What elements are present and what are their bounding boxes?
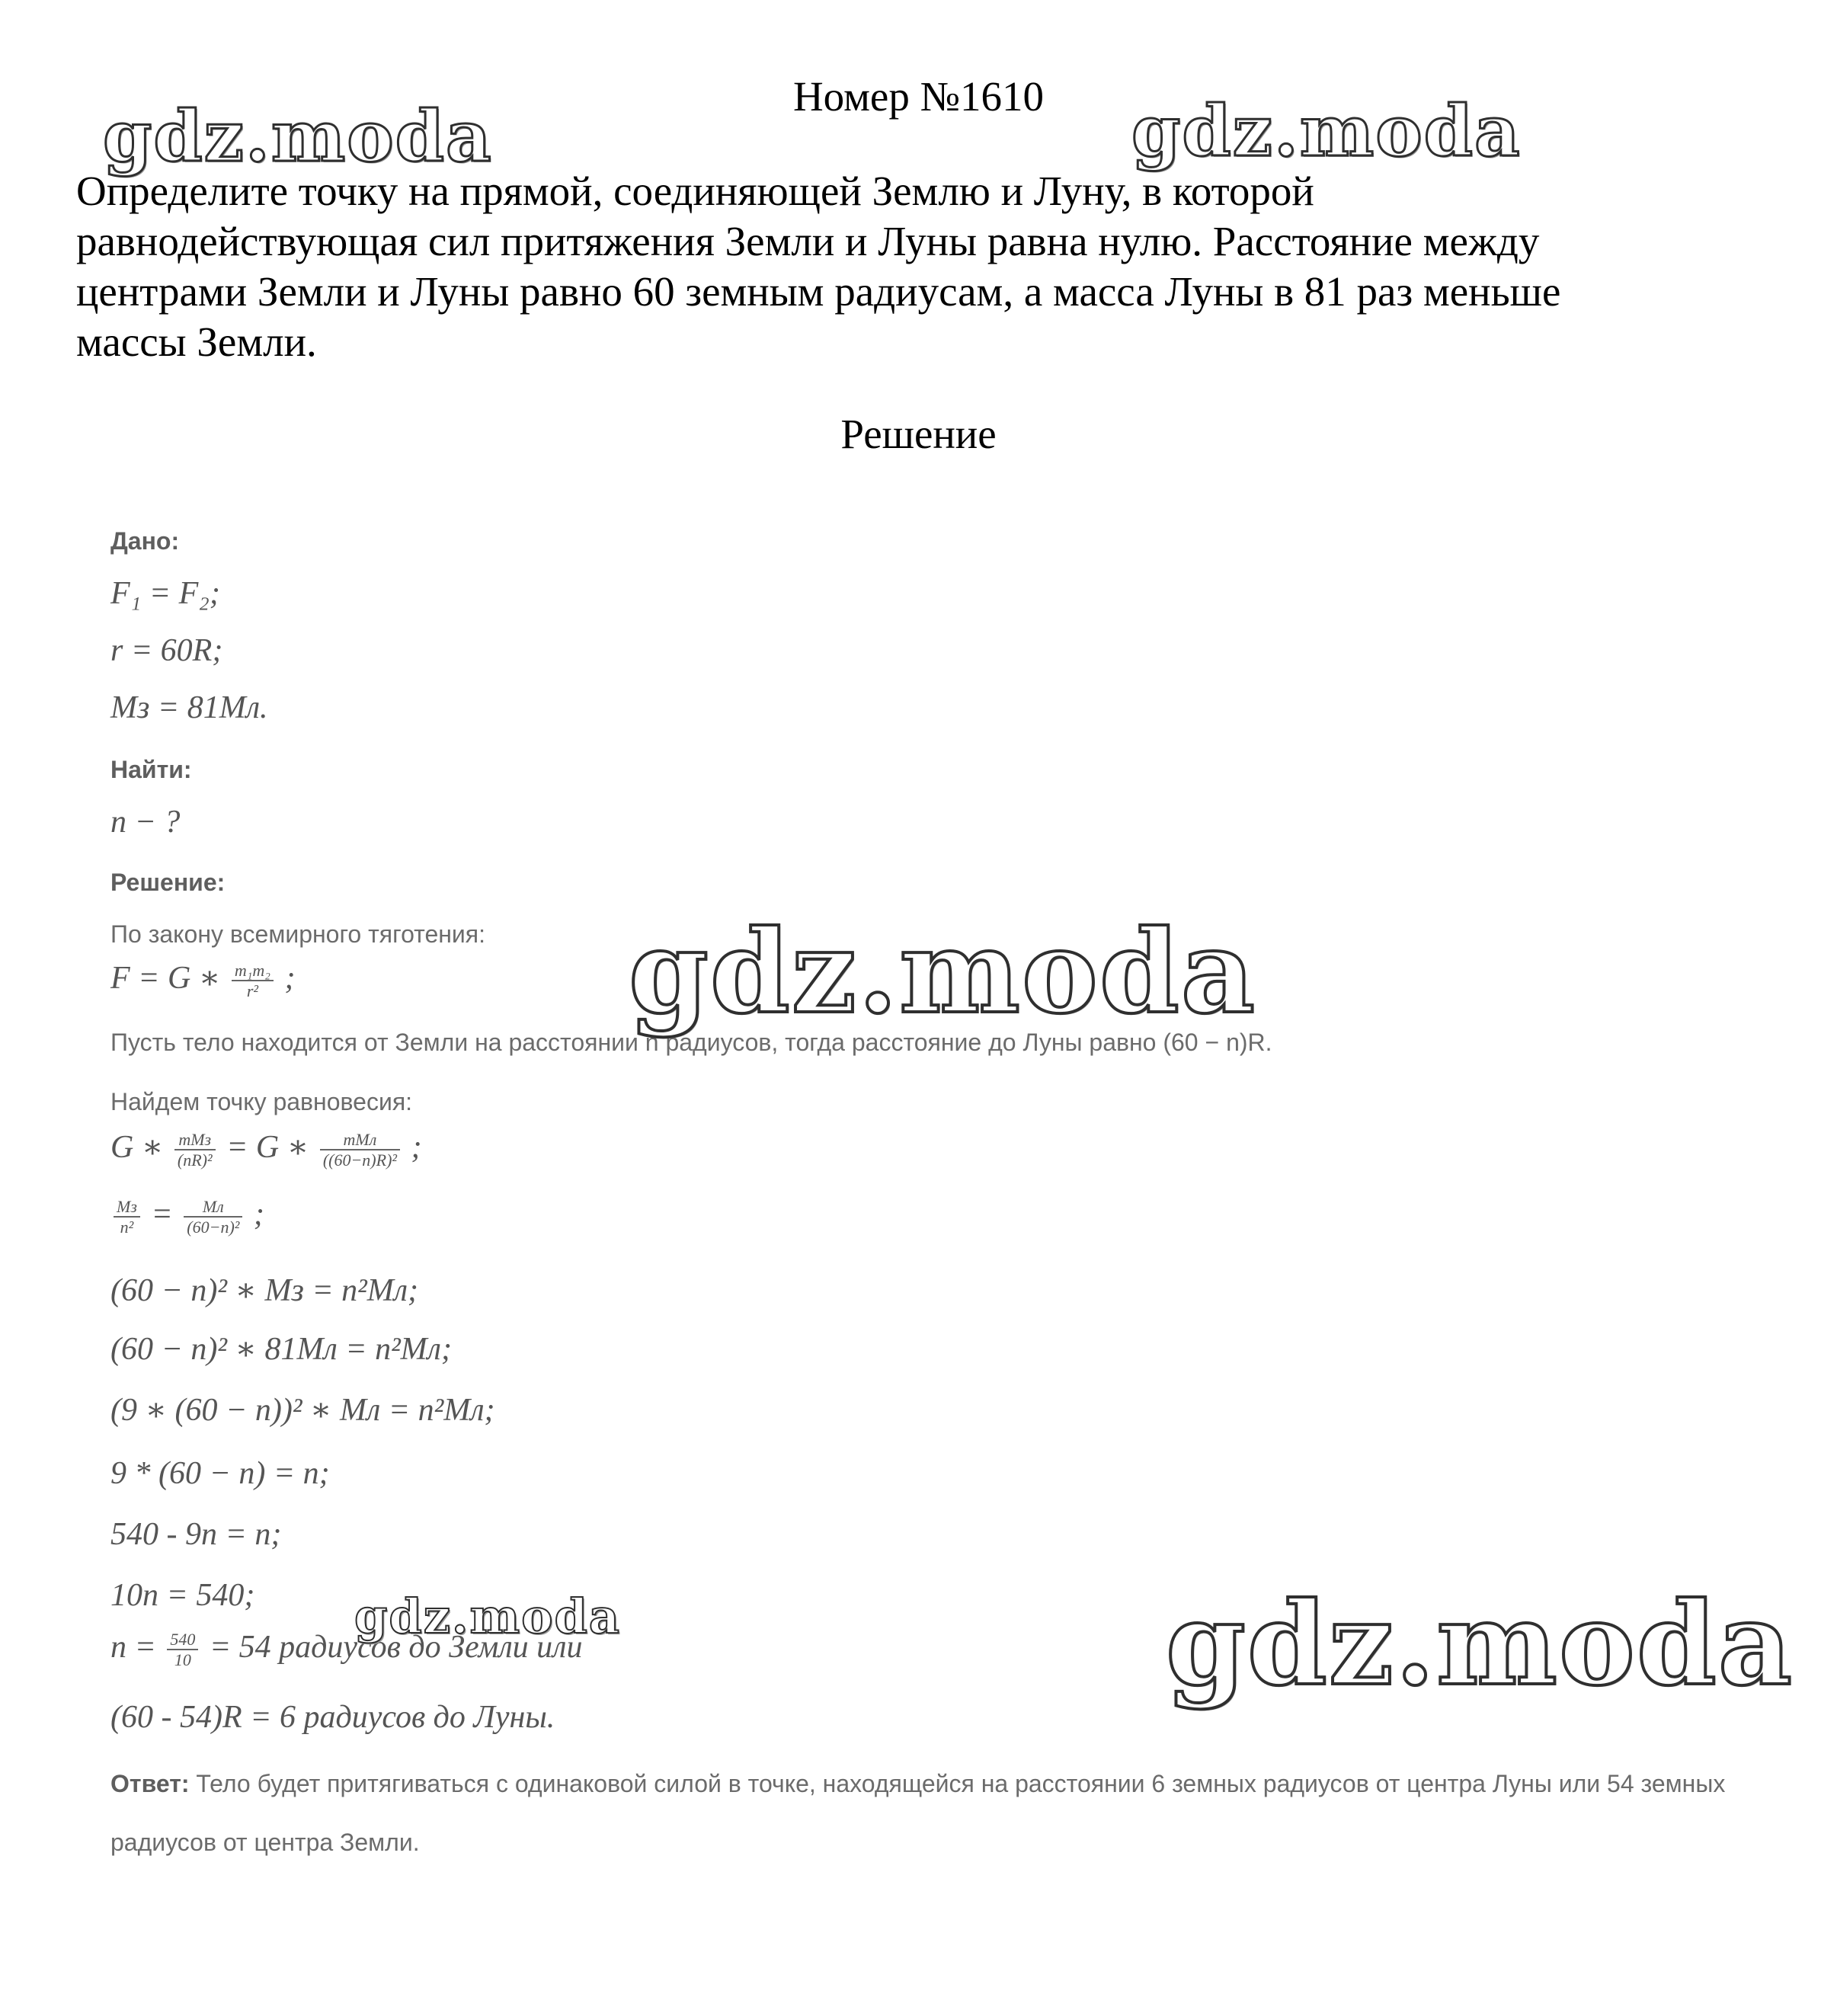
equation-5: (9 ∗ (60 − n))² ∗ Mл = n²Mл;: [110, 1393, 495, 1428]
fraction-numerator: mMз: [174, 1130, 216, 1150]
problem-line: равнодействующая сил притяжения Земли и Луны равна нулю. Расстояние между: [76, 218, 1540, 264]
fraction: [320, 1130, 400, 1170]
answer-label: Ответ:: [110, 1770, 190, 1797]
fraction: [184, 1197, 242, 1237]
given-item: Mз = 81Mл.: [110, 690, 268, 725]
formula-part: F = G ∗: [110, 961, 221, 996]
watermark: gdz.moda: [629, 905, 1257, 1039]
formula-part: ;: [253, 1197, 264, 1232]
given-item: r = 60R;: [110, 633, 223, 668]
formula-part: =: [151, 1197, 173, 1232]
equation-6: 9 * (60 − n) = n;: [110, 1456, 330, 1491]
page-title: Номер №1610: [792, 73, 1045, 120]
answer-text: Тело будет притягиваться с одинаковой силой в точке, находящейся на расстоянии 6 земных радиусов от центра Луны или 54 земных: [196, 1770, 1726, 1797]
equation-3: (60 − n)² ∗ Mз = n²Mл;: [110, 1273, 419, 1308]
fraction-denominator: r²: [246, 981, 258, 1001]
assume-text: Пусть тело находится от Земли на расстоянии n радиусов, тогда расстояние до Луны равно (60 − n)R.: [110, 1029, 1272, 1056]
formula-part: ;: [411, 1130, 422, 1165]
fraction-denominator: ((60−n)R)²: [322, 1150, 397, 1170]
watermark: gdz.moda: [1166, 1577, 1794, 1711]
equation-2: [110, 1196, 264, 1237]
equation-7: 540 - 9n = n;: [110, 1517, 282, 1552]
find-label: Найти:: [110, 756, 192, 783]
fraction: [114, 1197, 140, 1237]
fraction-denominator: (60−n)²: [187, 1218, 240, 1237]
problem-statement: [76, 166, 1783, 367]
watermark: gdz.moda: [354, 1589, 621, 1644]
solution-label: Решение:: [110, 869, 226, 896]
fraction: [174, 1130, 216, 1170]
formula-part: G ∗: [110, 1130, 164, 1165]
formula-part: = 54 радиусов до Земли или: [209, 1630, 583, 1665]
equilibrium-text: Найдем точку равновесия:: [110, 1088, 413, 1115]
formula-part: ;: [284, 961, 296, 996]
equation-10: (60 - 54)R = 6 радиусов до Луны.: [110, 1700, 555, 1735]
fraction-numerator: Mл: [184, 1197, 242, 1218]
answer-line-2: радиусов от центра Земли.: [110, 1829, 420, 1856]
fraction-denominator: 10: [174, 1650, 191, 1670]
equation-1: [110, 1128, 422, 1170]
find-item: n − ?: [110, 805, 181, 840]
watermark: gdz.moda: [1131, 90, 1522, 172]
solution-heading: Решение: [840, 411, 997, 457]
law-text: По закону всемирного тяготения:: [110, 920, 486, 948]
fraction-denominator: n²: [120, 1218, 134, 1237]
watermark: gdz.moda: [103, 95, 493, 178]
formula-part: = G ∗: [226, 1130, 309, 1165]
problem-line: Определите точку на прямой, соединяющей Землю и Луну, в которой: [76, 168, 1314, 214]
given-label: Дано:: [110, 527, 180, 555]
given-item: F₁ = F₂;: [110, 576, 220, 611]
problem-line: массы Земли.: [76, 318, 317, 365]
fraction: [232, 961, 274, 1001]
formula-part: n =: [110, 1630, 156, 1665]
answer-line: [110, 1770, 1725, 1798]
fraction-numerator: Mз: [114, 1197, 140, 1218]
fraction-denominator: (nR)²: [177, 1150, 213, 1170]
equation-4: (60 − n)² ∗ 81Mл = n²Mл;: [110, 1332, 452, 1367]
fraction: [167, 1630, 198, 1670]
equation-8: 10n = 540;: [110, 1578, 255, 1613]
law-formula: [110, 958, 295, 1001]
fraction-numerator: m₁m₂: [232, 961, 274, 981]
problem-line: центрами Земли и Луны равно 60 земным радиусам, а масса Луны в 81 раз меньше: [76, 268, 1561, 315]
fraction-numerator: mMл: [320, 1130, 400, 1150]
fraction-numerator: 540: [167, 1630, 198, 1650]
